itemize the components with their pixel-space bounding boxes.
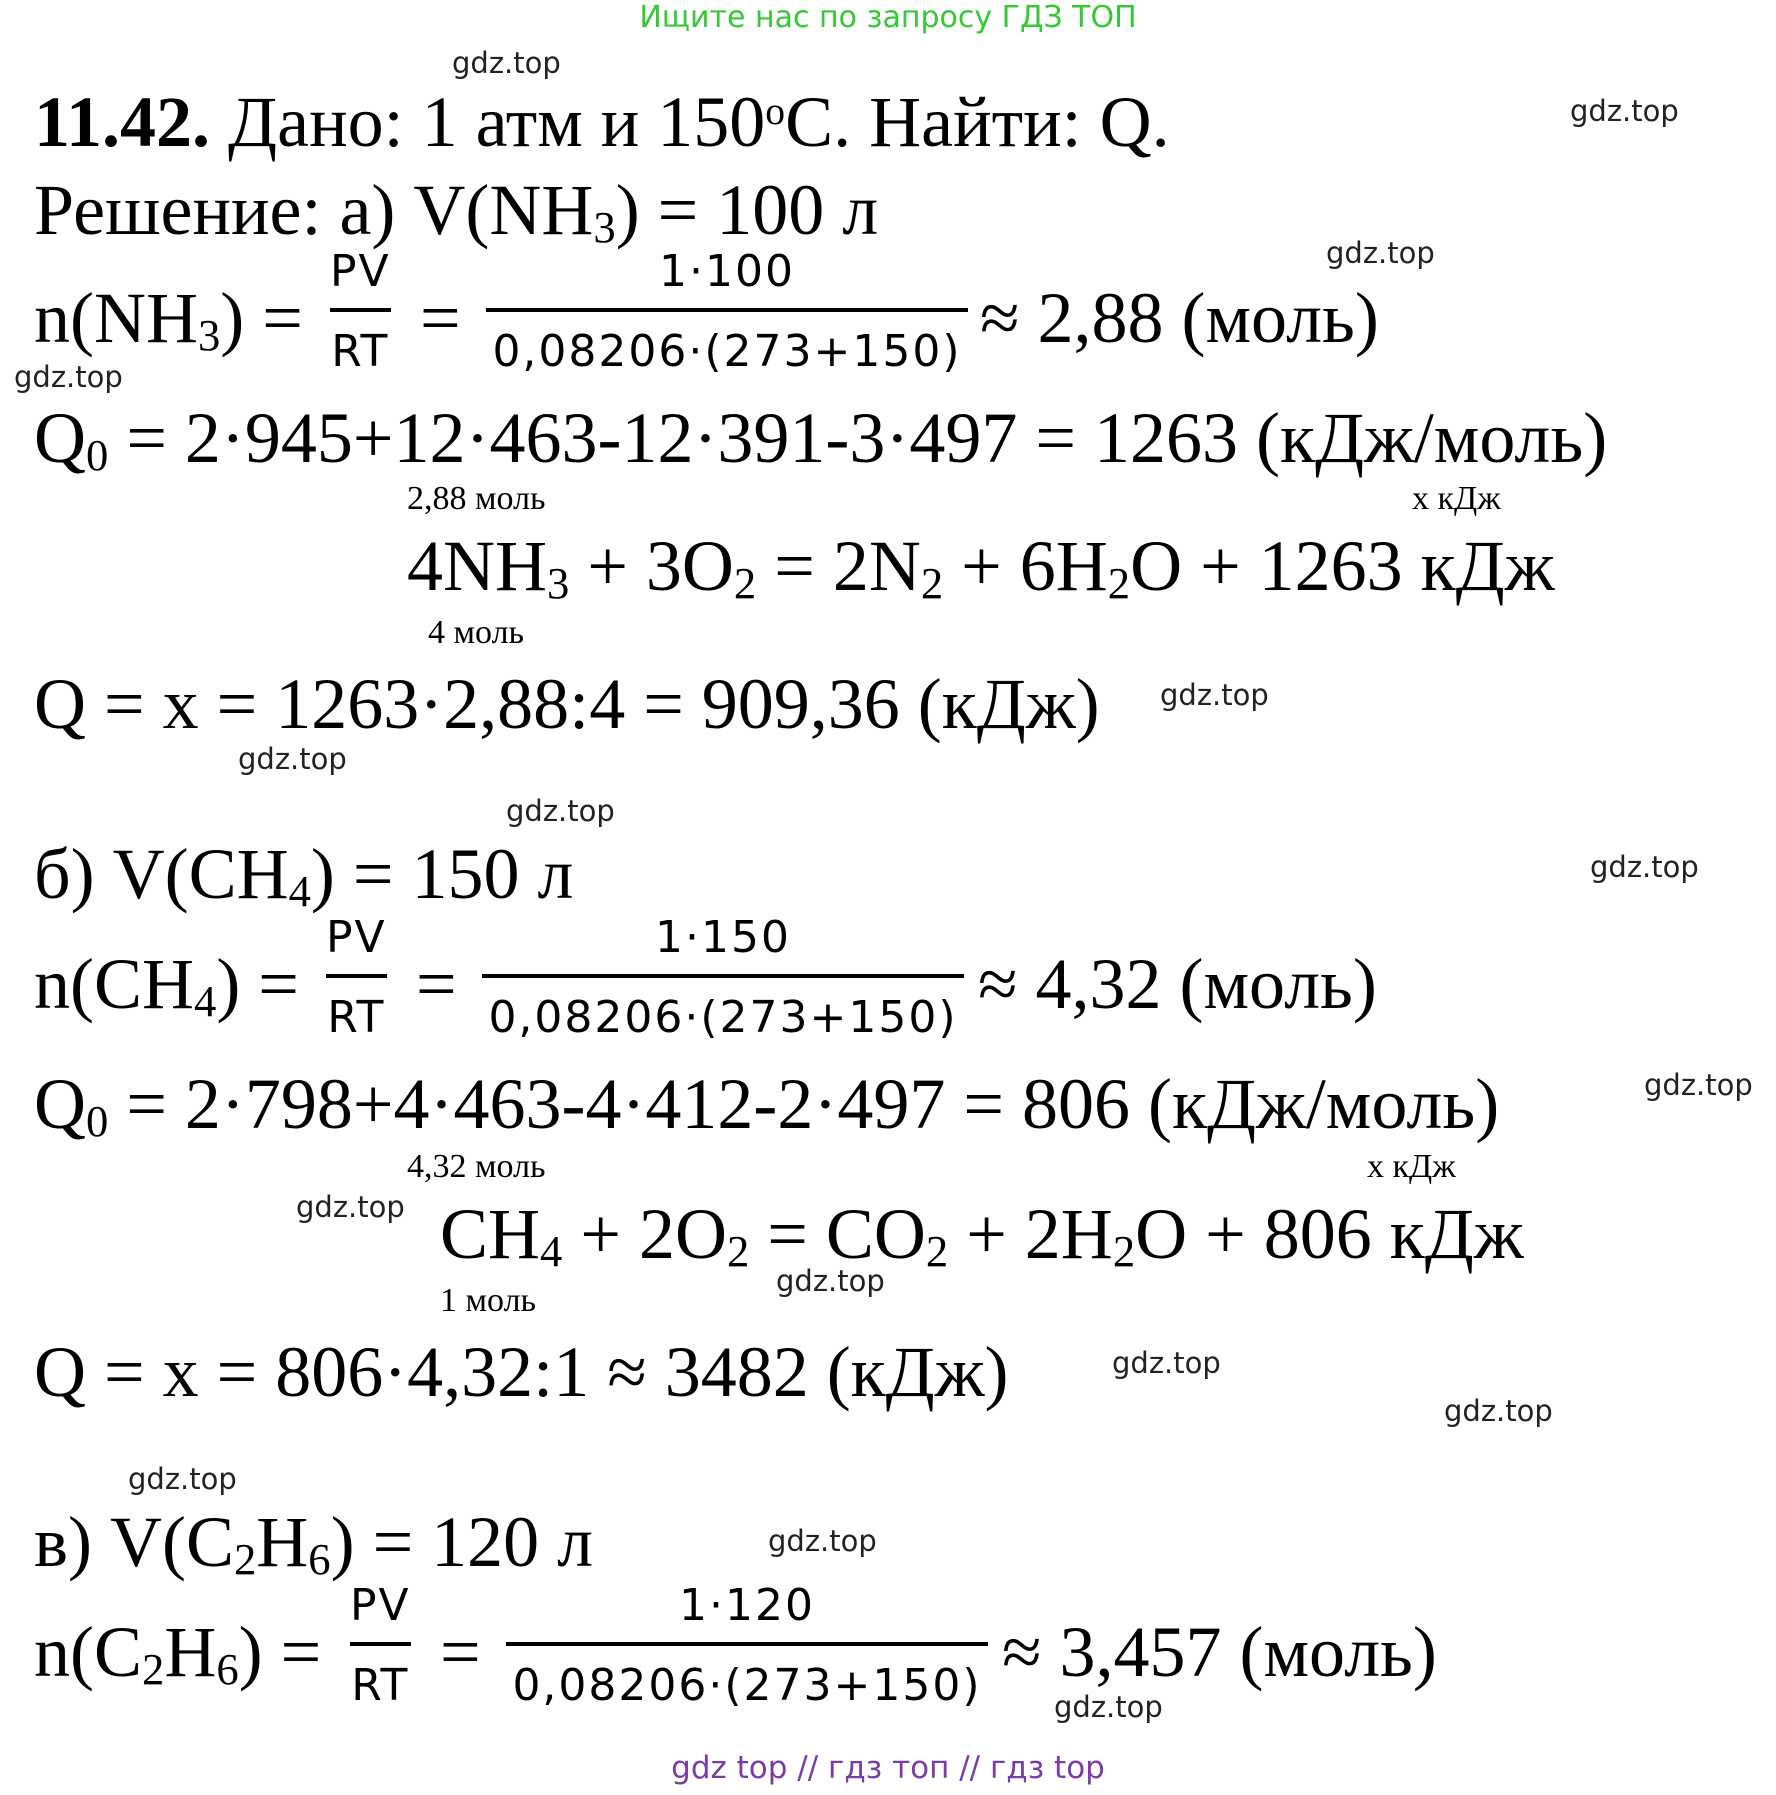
part-b-eq: = (416, 944, 457, 1024)
part-a-pv-rt-fraction: PV RT (330, 246, 391, 377)
watermark: gdz.top (768, 1524, 877, 1558)
part-b-pv-rt-fraction: PV RT (326, 912, 387, 1043)
part-a-heading: Решение: а) $V(NH_3) = 100$ л (34, 170, 879, 253)
watermark: gdz.top (1326, 236, 1435, 270)
part-b-reaction: $CH_4 + 2O_2 = CO_2 + 2H_2O + 806$ кДж (440, 1194, 1524, 1277)
part-b-above-right: x кДж (1367, 1148, 1456, 1185)
watermark: gdz.top (1160, 678, 1269, 712)
part-b-above-left: 4,32 моль (407, 1148, 546, 1185)
watermark: gdz.top (506, 794, 615, 828)
watermark: gdz.top (452, 46, 561, 80)
header-banner: Ищите нас по запросу ГДЗ ТОП (639, 0, 1137, 35)
problem-number: 11.42. (34, 82, 211, 162)
watermark: gdz.top (14, 360, 123, 394)
degree-sup: o (765, 89, 786, 134)
part-a-above-right: x кДж (1412, 480, 1501, 517)
watermark: gdz.top (1590, 850, 1699, 884)
part-a-eq: = (420, 278, 461, 358)
footer-banner: gdz top // гдз топ // гдз top (671, 1750, 1105, 1786)
watermark: gdz.top (1112, 1346, 1221, 1380)
part-b-q0: $Q_0 = 2\cdot 798+4\cdot 463-4\cdot 412-2\cdot 497 = 806$ (кДж/моль) (34, 1064, 1500, 1147)
watermark: gdz.top (238, 742, 347, 776)
problem-find: С. Найти: Q. (785, 82, 1170, 162)
part-c-n-lhs: $n(C_2H_6)$ = (34, 1612, 322, 1695)
part-a-reaction: $4NH_3 + 3O_2 = 2N_2 + 6H_2O + 1263$ кДж (407, 526, 1555, 609)
watermark: gdz.top (776, 1264, 885, 1298)
problem-given: Дано: 1 атм и 150 (210, 82, 766, 162)
part-c-pv-rt-fraction: PV RT (350, 1580, 411, 1711)
part-c-result: ≈ 3,457 (моль) (1002, 1612, 1437, 1692)
part-a-result: ≈ 2,88 (моль) (980, 278, 1379, 358)
watermark: gdz.top (1644, 1068, 1753, 1102)
part-a-q-final: Q = x = 1263·2,88:4 = 909,36 (кДж) (34, 664, 1100, 744)
part-a-below-left: 4 моль (428, 614, 525, 651)
part-a-value-fraction: 1·100 0,08206·(273+150) (486, 250, 968, 374)
watermark: gdz.top (1570, 94, 1679, 128)
watermark: gdz.top (1444, 1394, 1553, 1428)
watermark: gdz.top (296, 1190, 405, 1224)
part-a-above-left: 2,88 моль (407, 480, 546, 517)
part-a-n-lhs: $n(NH_3)$ = (34, 278, 303, 361)
part-a-q0: $Q_0 = 2\cdot 945+12\cdot 463-12\cdot 391-3\cdot 497 = 1263$ (кДж/моль) (34, 398, 1608, 481)
part-b-n-lhs: $n(CH_4)$ = (34, 944, 299, 1027)
part-b-q-final: Q = x = 806·4,32:1 ≈ 3482 (кДж) (34, 1332, 1009, 1412)
watermark: gdz.top (128, 1462, 237, 1496)
part-b-below-left: 1 моль (440, 1282, 537, 1319)
part-b-heading: б) $V(CH_4) = 150$ л (34, 834, 574, 917)
part-b-value-fraction: 1·150 0,08206·(273+150) (482, 916, 964, 1040)
watermark: gdz.top (1054, 1690, 1163, 1724)
part-b-result: ≈ 4,32 (моль) (978, 944, 1377, 1024)
problem-title (34, 82, 1170, 162)
part-c-value-fraction: 1·120 0,08206·(273+150) (506, 1584, 988, 1708)
part-c-eq: = (440, 1612, 481, 1692)
part-c-heading: в) $V(C_2H_6) = 120$ л (34, 1502, 594, 1585)
